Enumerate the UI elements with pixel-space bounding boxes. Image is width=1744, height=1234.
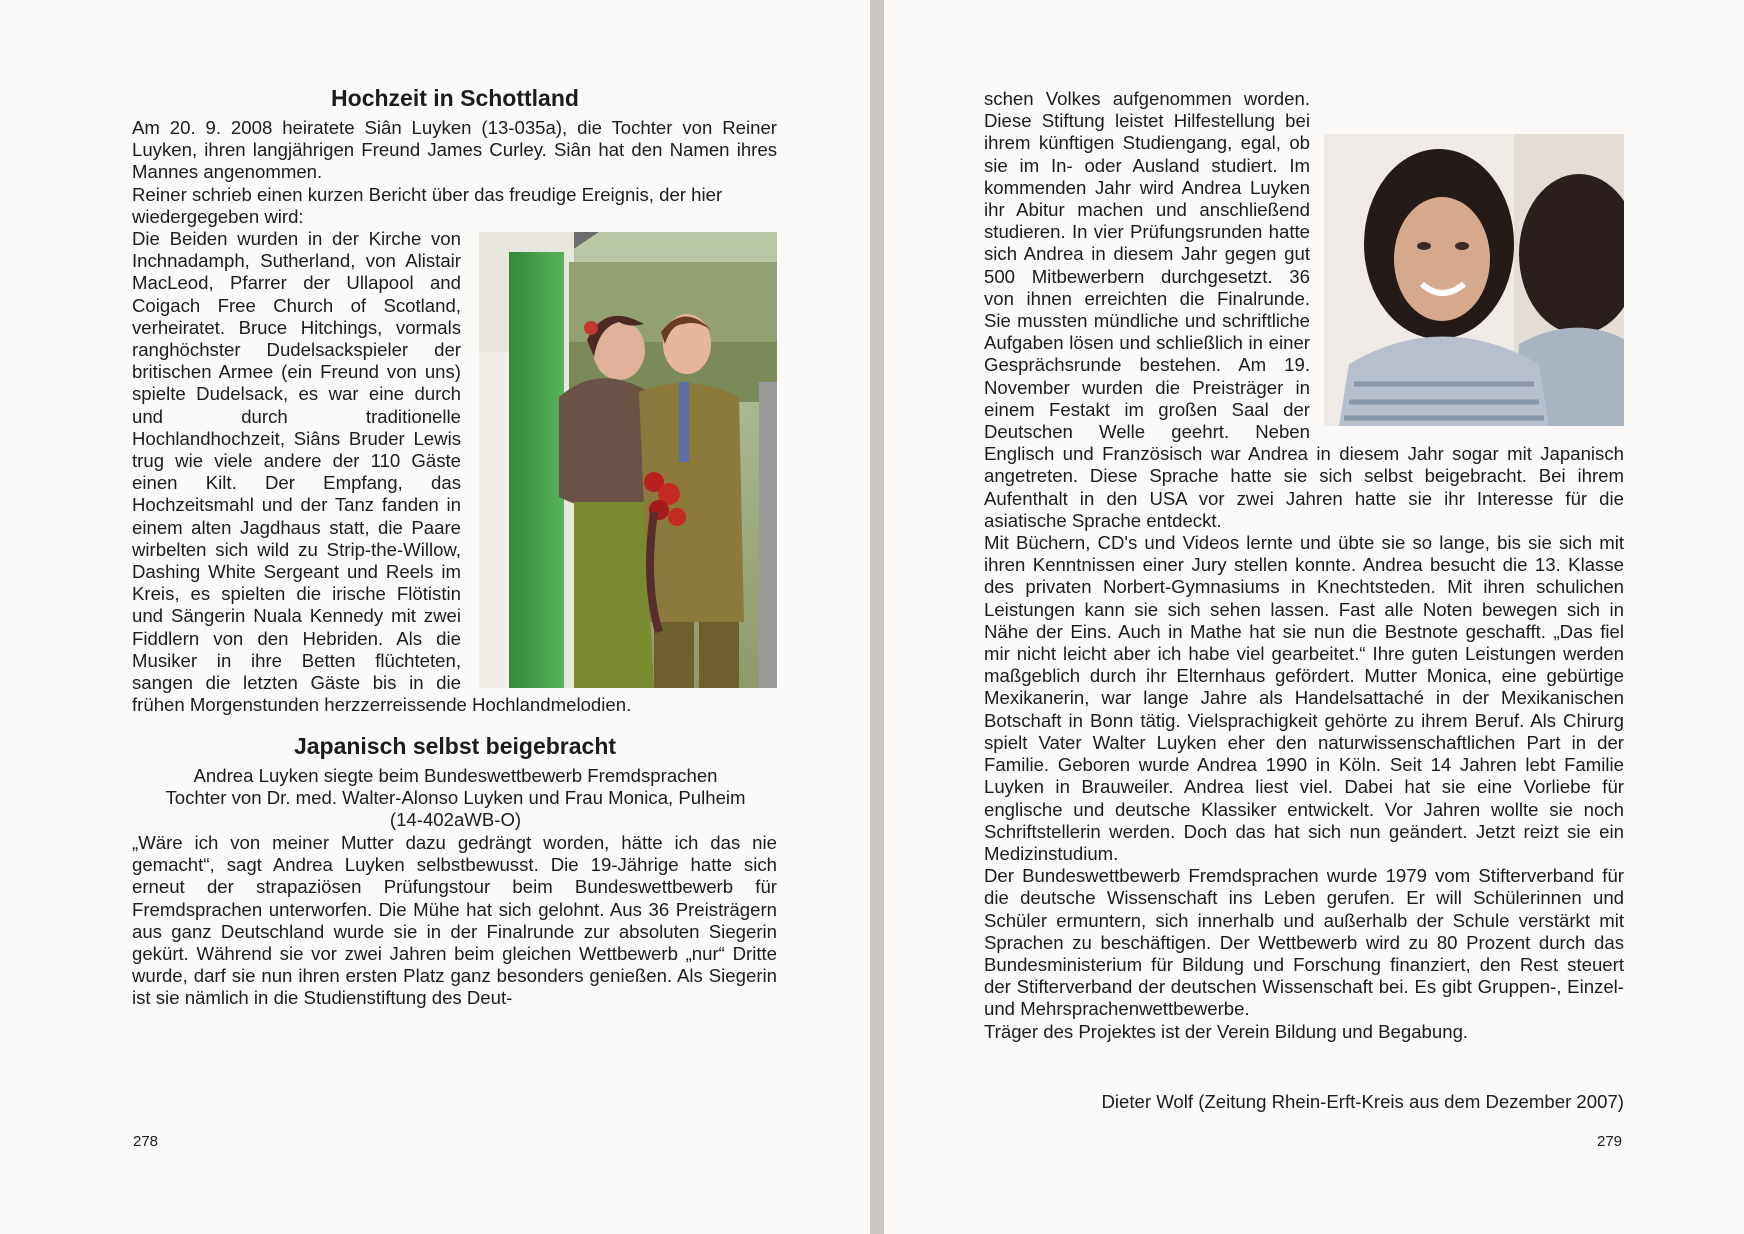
continued-part-1: schen Volkes aufgenommen worden. Diese Stiftung leistet Hilfestellung bei ihrem künftigen Studiengang, egal, ob sie im In- oder Ausland studiert. Im kommenden Jahr wird Andrea Luyken ihr Abitur machen und anschließend studieren. In vier Prüfungsrunden hatte sich Andrea in diesem Jahr gegen gut 500 Mitbewerbern durchgesetzt. 36 von ihnen erreichten die Finalrunde. Sie mussten mündliche und schriftliche Aufgaben lösen und schließlich in einer Gesprächsrunde bestehen. Am 19. November wurden die Preisträger in einem Festakt im großen Saal der Deutschen Welle geehrt. Neben Englisch und Französisch war Andrea in diesem Jahr sogar mit Japanisch angetreten. Diese Sprache hatte sie sich selbst beigebracht. Bei ihrem Aufenthalt in den USA vor zwei Jahren hatte sie ihr Interesse für die asiatische Sprache entdeckt.: [984, 88, 1624, 531]
wedding-couple-image: [479, 232, 777, 688]
gutter-shadow: [870, 0, 884, 1234]
page-number-right: 279: [1597, 1133, 1623, 1150]
article-title-wedding: Hochzeit in Schottland: [331, 85, 579, 111]
continued-part-3: Der Bundeswettbewerb Fremdsprachen wurde 1979 vom Stifterverband für die deutsche Wissenschaft ins Leben gerufen. Er will Schülerinnen und Schüler ermuntern, sich innerhalb und außerhalb der Schule verstärkt mit Sprachen zu beschäftigen. Der Wettbewerb wird zu 80 Prozent durch das Bundesministerium für Bildung und Forschung finanziert, den Rest steuert der Stifterverband der deutschen Wissenschaft bei. Es gibt Gruppen-, Einzel- und Mehrsprachenwettbewerbe.: [984, 865, 1624, 1020]
right-page: [884, 0, 1744, 1234]
subtitle-line-3: (14-402aWB-O): [389, 809, 522, 831]
article-title-japanese: Japanisch selbst beigebracht: [293, 733, 617, 759]
wedding-intro: Am 20. 9. 2008 heiratete Siân Luyken (13-035a), die Tochter von Reiner Luyken, ihren langjährigen Freund James Curley. Siân hat den Namen ihres Mannes angenommen.: [132, 117, 777, 183]
wedding-report: Die Beiden wurden in der Kirche von Inchnadamph, Sutherland, von Alistair MacLeod, Pfarrer der Ullapool and Coigach Free Church of Scotland, verheiratet. Bruce Hitchings, vormals ranghöchster Dudelsackspieler der britischen Armee (ein Freund von uns) spielte Dudelsack, es war eine durch und durch traditionelle Hochlandhochzeit, Siâns Bruder Lewis trug wie viele andere der 110 Gäste einen Kilt. Der Empfang, das Hochzeitsmahl und der Tanz fanden in einem alten Jagdhaus statt, die Paare wirbelten sich wild zu Strip-the-Willow, Dashing White Sergeant und Reels im Kreis, es spielten die irische Flötistin und Sängerin Nuala Kennedy mit zwei Fiddlern von den Hebriden. Als die Musiker in ihre Betten flüchteten, sangen die letzten Gäste bis in die frühen Morgenstunden herzzerreissende Hochlandmelodien.: [132, 228, 632, 716]
article-japanese-subtitle: [128, 765, 783, 832]
article-wedding-body: [132, 117, 777, 716]
continued-part-2: Mit Büchern, CD's und Videos lernte und übte sie so lange, bis sie sich mit ihren Kenntnissen einer Jury stellen konnte. Andrea besucht die 13. Klasse des privaten Norbert-Gymnasiums in Knechtsteden. Mit ihren schulichen Leistungen kann sie sich sehen lassen. Fast alle Noten bewegen sich in Nähe der Eins. Auch in Mathe hat sie nun die Bestnote geschafft. „Das fiel mir nicht leicht aber ich habe viel gearbeitet.“ Ihre guten Leistungen werden maßgeblich durch ihr Elternhaus gefördert. Mutter Monica, eine gebürtige Mexikanerin, war lange Jahre als Handelsattaché in der Mexikanischen Botschaft in Bonn tätig. Vielsprachigkeit gehörte zu ihrem Beruf. Als Chirurg spielt Vater Walter Luyken eher den naturwissenschaftlichen Part in der Familie. Geboren wurde Andrea 1990 in Köln. Seit 14 Jahren lebt Familie Luyken in Brauweiler. Andrea liest viel. Dabei hat sie eine Vorliebe für englische und deutsche Klassiker entwickelt. Vor Jahren wollte sie noch Schriftstellerin werden. Doch das hat sich nun geändert. Jetzt reizt sie ein Medizinstudium.: [984, 532, 1624, 864]
andrea-portrait-image: [1324, 134, 1624, 426]
byline: Dieter Wolf (Zeitung Rhein-Erft-Kreis aus dem Dezember 2007): [1101, 1091, 1624, 1112]
continued-part-4: Träger des Projektes ist der Verein Bildung und Begabung.: [984, 1020, 1469, 1042]
left-page: [0, 0, 870, 1234]
andrea-photo: [1324, 134, 1624, 426]
article-japanese-continued: [984, 88, 1624, 1043]
wedding-photo: [479, 232, 777, 688]
wedding-intro-2: Reiner schrieb einen kurzen Bericht über das freudige Ereignis, der hier wiedergegeben wird:: [132, 183, 723, 227]
subtitle-line-1: Andrea Luyken siegte beim Bundeswettbewerb Fremdsprachen: [193, 765, 718, 786]
subtitle-line-2: Tochter von Dr. med. Walter-Alonso Luyken und Frau Monica, Pulheim: [165, 787, 746, 809]
article-japanese-body: „Wäre ich von meiner Mutter dazu gedrängt worden, hätte ich das nie gemacht“, sagt Andrea Luyken selbstbewusst. Die 19-Jährige hatte sich erneut der strapaziösen Prüfungstour beim Bundeswettbewerb für Fremdsprachen unterworfen. Die Mühe hat sich gelohnt. Aus 36 Preisträgern aus ganz Deutschland wurde sie in der Finalrunde zur absoluten Siegerin gekürt. Während sie vor zwei Jahren beim gleichen Wettbewerb „nur“ Dritte wurde, darf sie nun ihren ersten Platz ganz besonders genießen. Als Siegerin ist sie nämlich in die Studienstiftung des Deut-: [132, 832, 777, 1009]
page-number-left: 278: [133, 1133, 159, 1150]
